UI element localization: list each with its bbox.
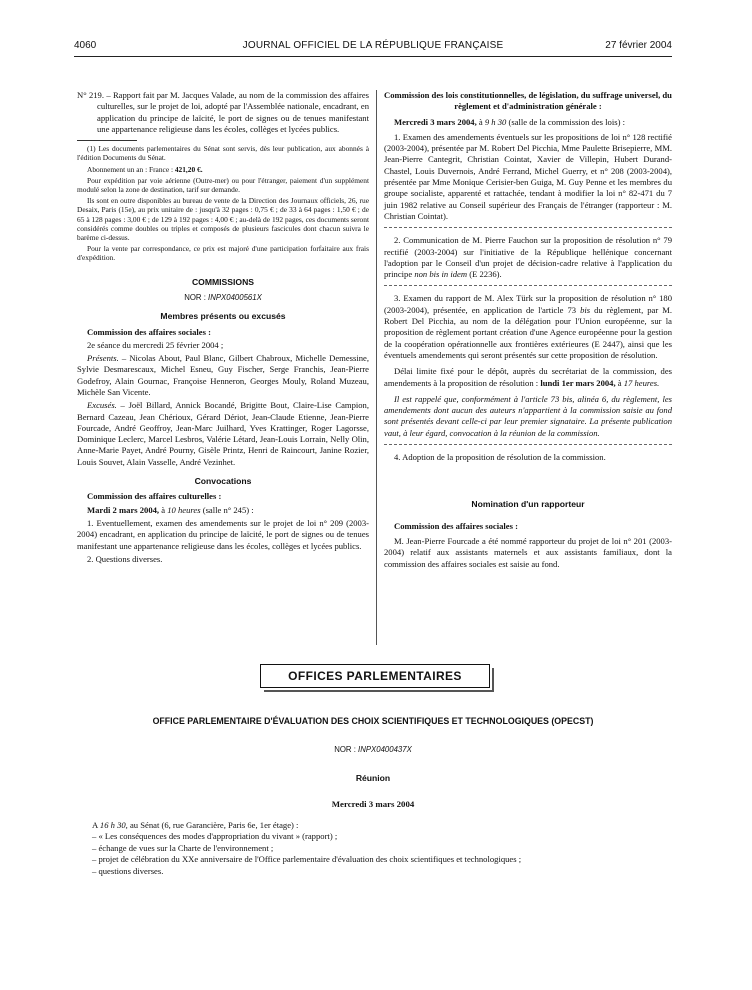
page-number: 4060 (74, 40, 97, 51)
agenda-item-1: 1. Eventuellement, examen des amendements sur le projet de loi n° 209 (2003-2004) encadrant, en application du principe de laïcité, le port de signes ou de tenues manifestant une appartenance religieuse dans les écoles, collèges et lycées publics. (77, 517, 369, 551)
seance-line: 2e séance du mercredi 25 février 2004 ; (87, 339, 224, 350)
mardi-a: à (159, 504, 168, 515)
reunion-heading: Réunion (355, 773, 391, 783)
offices-nor-value: INPX0400437X (358, 745, 412, 754)
separator-1 (384, 227, 672, 228)
separator-2 (384, 285, 672, 286)
commissions-heading: COMMISSIONS (191, 276, 255, 287)
footnote-2-text: Abonnement un an : France : (87, 164, 175, 174)
rappel-paragraph (384, 394, 672, 439)
mardi-time: 10 heures (167, 504, 201, 515)
mercredi-a: à (476, 116, 485, 127)
rappel-text: Il est rappelé que, conformément à l'article 73 bis, alinéa 6, du règlement, les amendements dont aucun des auteurs n'appartient à la commission saisie au fond sont présentés devant celle-ci par leur premier signataire. La présente publication vaut, à leur égard, convocation à la réunion de la commission. (384, 393, 672, 438)
mercredi-time: 9 h 30 (484, 116, 507, 127)
delai-paragraph (384, 366, 672, 389)
reunion-date: Mercredi 3 mars 2004 (331, 799, 415, 809)
commission-cult-heading: Commission des affaires culturelles : (87, 491, 222, 502)
right-item-2-ref: (E 2236). (467, 269, 502, 280)
reunion-intro (92, 820, 652, 831)
separator-3 (384, 444, 672, 445)
reunion-line-4: – questions diverses. (92, 865, 164, 876)
right-item-3 (384, 293, 672, 361)
right-item-2 (384, 235, 672, 280)
journal-title: JOURNAL OFFICIEL DE LA RÉPUBLIQUE FRANÇAISE (242, 40, 504, 51)
left-column (77, 90, 369, 570)
reunion-line-2: – échange de vues sur la Charte de l'environnement ; (92, 842, 274, 853)
page-header (74, 40, 672, 56)
footnote-5: Pour la vente par correspondance, ce prix est majoré d'une participation forfaitaire aux frais d'expédition. (77, 244, 369, 263)
presents-label: Présents. (87, 353, 119, 364)
mardi-date: Mardi 2 mars 2004, (87, 504, 160, 515)
column-divider (376, 90, 377, 645)
footnote-3: Pour expédition par voie aérienne (Outre-mer) ou pour l'étranger, paiement d'un supplément modulé selon la zone de destination, tarif sur demande. (77, 175, 369, 194)
mercredi-room: (salle de la commission des lois) : (506, 116, 625, 127)
mercredi-line (384, 117, 672, 128)
report-entry (77, 90, 369, 135)
footnote-rule (77, 140, 137, 141)
nor-label: NOR : (184, 292, 209, 302)
members-heading: Membres présents ou excusés (160, 311, 286, 322)
convocations-heading: Convocations (194, 476, 252, 487)
intro-a: A (92, 820, 100, 830)
excuses-list: – Joël Billard, Annick Bocandé, Brigitte Bout, Claire-Lise Campion, Bernard Cazeau, Jean Chérioux, Gérard Dériot, Jean-Claude Etienne, Jean-Pierre Fourcade, André Geoffroy, Jean-Marc Juilhard, Yves Krattinger, Roger Lagorsse, Dominique Leclerc, Marcel Lesbros, Valérie Létard, Jean-Louis Lorrain, Nelly Olin, Anne-Marie Payet, André Pourny, Gisèle Printz, Henri de Raincourt, Janine Rozier, Louis Souvet, Alain Vasselle, André Vezinhet. (77, 400, 369, 467)
right-item-3-text: 3. Examen du rapport de M. Alex Türk sur la proposition de résolution n° 180 (2003-2004), présentée, en application de l'article 73 (384, 293, 672, 315)
mercredi-date: Mercredi 3 mars 2004, (394, 116, 477, 127)
right-item-4: 4. Adoption de la proposition de résolution de la commission. (394, 452, 606, 463)
footnote-1: (1) Les documents parlementaires du Sénat sont servis, dès leur publication, aux abonnés à l'édition Documents du Sénat. (77, 144, 369, 163)
reunion-line-1: – « Les conséquences des modes d'appropriation du vivant » (rapport) ; (92, 831, 338, 842)
offices-box: OFFICES PARLEMENTAIRES (260, 664, 490, 688)
delai-text: Délai limite fixé pour le dépôt, auprès du secrétariat de la commission, des amendements à la proposition de résolution : (384, 366, 672, 388)
intro-time: 16 h 30, (99, 820, 128, 830)
delai-time: 17 heures. (623, 377, 660, 388)
mardi-line (77, 505, 369, 516)
footnote-2 (77, 165, 369, 174)
delai-date: lundi 1er mars 2004, (540, 377, 616, 388)
reunion-agenda (92, 820, 652, 877)
commission-social-heading: Commission des affaires sociales : (87, 326, 211, 337)
offices-nor-label: NOR : (334, 745, 359, 754)
agenda-item-2: 2. Questions diverses. (87, 553, 163, 564)
excuses-paragraph (77, 400, 369, 468)
excuses-label: Excusés. (87, 400, 117, 411)
right-item-3-bis: bis (580, 304, 591, 315)
right-item-1: 1. Examen des amendements éventuels sur les propositions de loi n° 128 rectifié (2003-2004), présentée par M. Robert Del Picchia, Mme Paulette Brisepierre, MM. Jean-Pierre Cantegrit, Christian Cointat, Xavier de Villepin, Hubert Durand-Chastel, Louis Duvernois, André Ferrand, Michel Guerry, et n° 208 (2003-2004), présentée par Mme Monique Cerisier-ben Guiga, M. Guy Penne et les membres du groupe socialiste, apparenté et rattachée, tendant à modifier la loi n° 82-471 du 7 juin 1982 relative au Conseil supérieur des Français de l'étranger (rapporteur : M. Christian Cointat). (384, 131, 672, 221)
entry-text: – Rapport fait par M. Jacques Valade, au nom de la commission des affaires culturelles, sur le projet de loi, adopté par l'Assemblée nationale, encadrant, en application du principe de laïcité, le port de signes ou de tenues manifestant une appartenance religieuse dans les écoles, collèges et lycées publics. (97, 90, 369, 134)
right-item-3-rest: du règlement, par M. Robert Del Picchia, au nom de la délégation pour l'Union européenne, sur la proposition de règlement portant création d'une Agence européenne pour la gestion de la coopération opérationnelle aux frontières extérieures (E 2447), ainsi que les éventuels amendements qui seront présentés sur cette proposition de résolution. (384, 304, 672, 360)
opecst-title: OFFICE PARLEMENTAIRE D'ÉVALUATION DES CHOIX SCIENTIFIQUES ET TECHNOLOGIQUES (OPECST) (152, 716, 594, 726)
delai-a: à (615, 377, 624, 388)
presents-list: – Nicolas About, Paul Blanc, Gilbert Chabroux, Michelle Demessine, Sylvie Desmarescaux, Michel Esneu, Guy Fischer, Serge Franchis, Jean-Pierre Godefroy, Alain Gournac, Françoise Henneron, Georges Mouly, Roland Muzeau, Michèle San Vicente. (77, 353, 369, 397)
commission-lois-heading: Commission des lois constitutionnelles, de législation, du suffrage universel, du règlement et d'administration générale : (384, 90, 672, 112)
nor-line (77, 292, 369, 303)
footnote-4: Ils sont en outre disponibles au bureau de vente de la Direction des Journaux officiels, 26, rue Desaix, Paris (15e), au prix unitaire de : jusqu'à 32 pages : 0,75 € ; de 33 à 64 pages : 1,50 € ; de 65 à 128 pages : 3,00 € ; de 129 à 192 pages : 4,00 € ; au-delà de 192 pages, ces documents seront considérés comme doubles ou triples et composés de plusieurs fascicules dont chacun suivra le barème ci-dessus. (77, 196, 369, 243)
reunion-line-3: – projet de célébration du XXe anniversaire de l'Office parlementaire d'évaluation des choix scientifiques et technologiques ; (92, 854, 522, 865)
header-rule (74, 56, 672, 57)
right-item-2-italic: non bis in idem (414, 269, 468, 280)
nor-value: INPX0400561X (208, 292, 262, 302)
right-column (384, 90, 672, 575)
nomination-heading: Nomination d'un rapporteur (471, 499, 585, 510)
intro-place: au Sénat (6, rue Garancière, Paris 6e, 1er étage) : (127, 820, 299, 830)
entry-number: N° 219. (77, 90, 104, 100)
nomination-text: M. Jean-Pierre Fourcade a été nommé rapporteur du projet de loi n° 201 (2003-2004) relatif aux assistants maternels et aux assistants familiaux, dont la commission des affaires sociales est saisie au fond. (384, 535, 672, 569)
issue-date: 27 février 2004 (605, 40, 672, 51)
nomination-commission: Commission des affaires sociales : (394, 520, 518, 531)
offices-nor (74, 745, 672, 754)
right-item-2-text: 2. Communication de M. Pierre Fauchon sur la proposition de résolution n° 79 rectifié (2003-2004) sur l'initiative de la République hellénique concernant l'adoption par le Conseil d'un projet de décision-cadre relative à l'application du principe (384, 235, 672, 280)
presents-paragraph (77, 353, 369, 398)
footnote-2-price: 421,20 €. (174, 164, 203, 174)
mardi-room: (salle n° 245) : (200, 504, 254, 515)
